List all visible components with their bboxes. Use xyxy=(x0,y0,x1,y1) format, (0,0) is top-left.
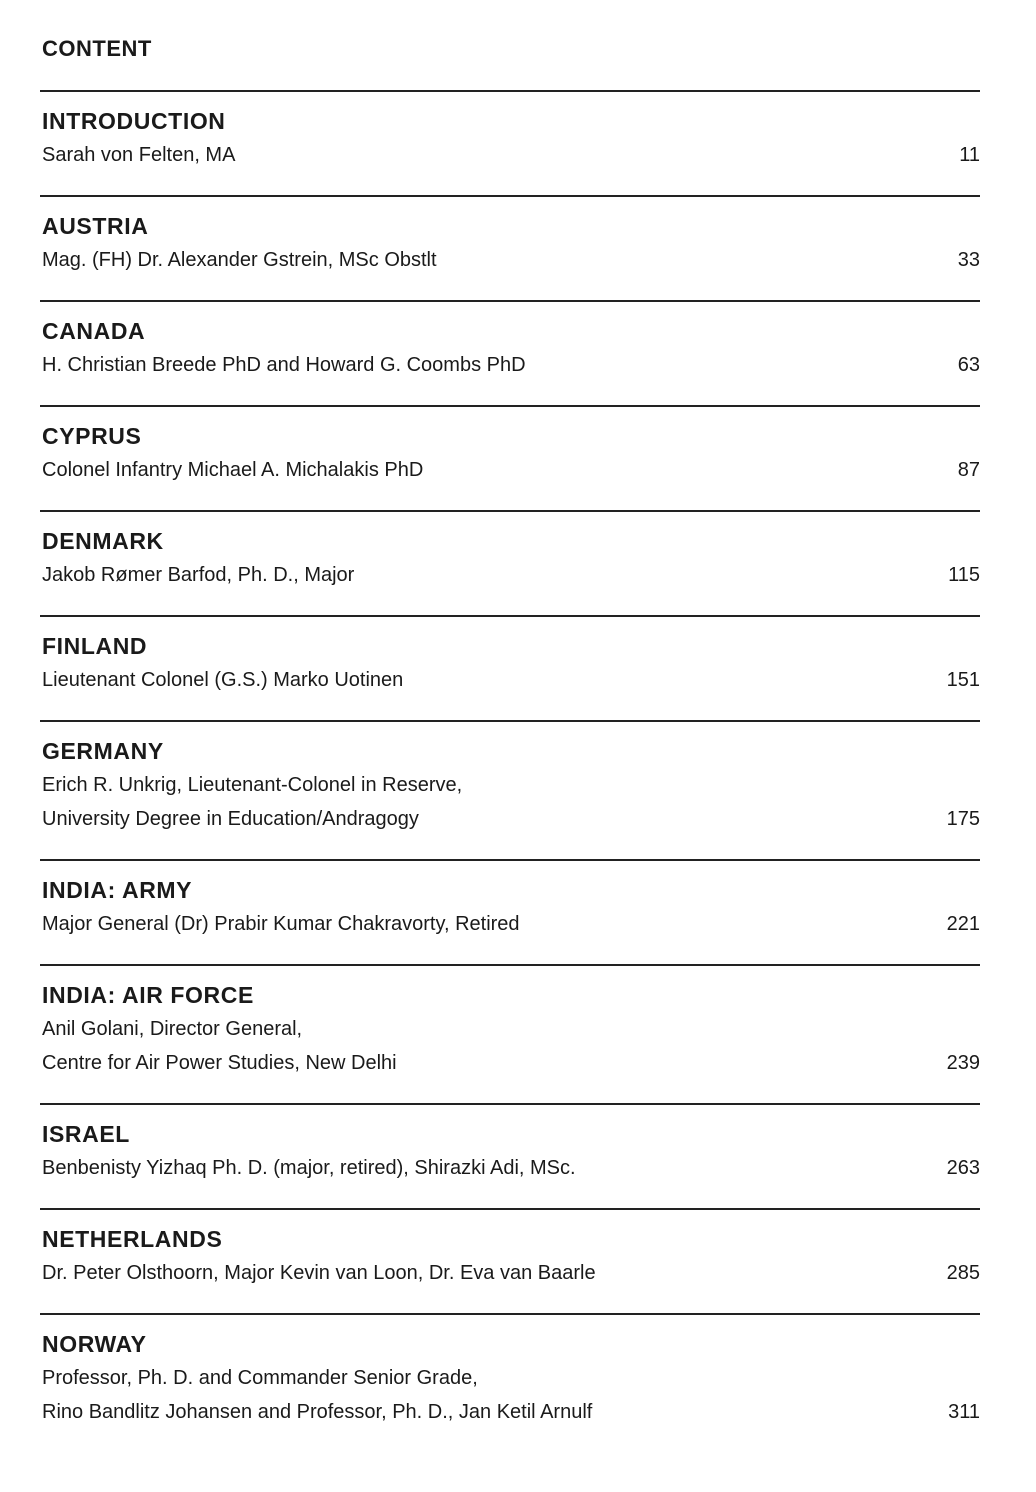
entry-authors: Major General (Dr) Prabir Kumar Chakravorty, Retired xyxy=(42,913,520,935)
entry-authors: Dr. Peter Olsthoorn, Major Kevin van Loon, Dr. Eva van Baarle xyxy=(42,1262,596,1284)
entry-page-number: 11 xyxy=(959,144,980,166)
entry-heading: CYPRUS xyxy=(42,423,142,449)
entry-authors-line-1: Anil Golani, Director General, xyxy=(42,1018,303,1040)
entry-authors: Sarah von Felten, MA xyxy=(42,144,236,166)
entry-page-number: 263 xyxy=(946,1157,980,1179)
entry-page-number: 285 xyxy=(946,1262,980,1284)
toc-entry-india-air-force xyxy=(40,964,980,1103)
entry-heading: NORWAY xyxy=(42,1331,147,1357)
toc-entry-germany xyxy=(40,720,980,859)
entry-page-number: 175 xyxy=(946,808,980,830)
toc-entry-denmark xyxy=(40,510,980,615)
entry-authors: H. Christian Breede PhD and Howard G. Coombs PhD xyxy=(42,354,526,376)
toc-entry-finland xyxy=(40,615,980,720)
entry-heading: AUSTRIA xyxy=(42,213,149,239)
entry-page-number: 239 xyxy=(946,1052,980,1074)
entry-heading: DENMARK xyxy=(42,528,164,554)
entry-heading: CANADA xyxy=(42,318,146,344)
entry-authors-line-2: Centre for Air Power Studies, New Delhi xyxy=(42,1052,397,1074)
entry-page-number: 115 xyxy=(948,564,980,586)
toc-entry-canada xyxy=(40,300,980,405)
toc-entry-israel xyxy=(40,1103,980,1208)
entry-authors: Jakob Rømer Barfod, Ph. D., Major xyxy=(42,564,355,586)
entry-authors-line-1: Erich R. Unkrig, Lieutenant-Colonel in Reserve, xyxy=(42,774,463,796)
toc-entry-cyprus xyxy=(40,405,980,510)
toc-entry-norway xyxy=(40,1313,980,1452)
entry-heading: INTRODUCTION xyxy=(42,108,226,134)
entry-heading: NETHERLANDS xyxy=(42,1226,223,1252)
entry-page-number: 63 xyxy=(957,354,980,376)
entry-authors-line-2: Rino Bandlitz Johansen and Professor, Ph. D., Jan Ketil Arnulf xyxy=(42,1401,593,1423)
entry-heading: ISRAEL xyxy=(42,1121,130,1147)
entry-page-number: 311 xyxy=(948,1401,980,1423)
entry-authors: Mag. (FH) Dr. Alexander Gstrein, MSc Obstlt xyxy=(42,249,437,271)
toc-entry-india-army xyxy=(40,859,980,964)
toc-entry-introduction xyxy=(40,90,980,195)
entry-authors: Lieutenant Colonel (G.S.) Marko Uotinen xyxy=(42,669,404,691)
entry-page-number: 33 xyxy=(957,249,980,271)
entry-heading: INDIA: ARMY xyxy=(42,877,193,903)
entry-heading: INDIA: AIR FORCE xyxy=(42,982,254,1008)
toc-entry-netherlands xyxy=(40,1208,980,1313)
entry-page-number: 151 xyxy=(946,669,980,691)
entry-page-number: 87 xyxy=(957,459,980,481)
entry-authors: Benbenisty Yizhaq Ph. D. (major, retired), Shirazki Adi, MSc. xyxy=(42,1157,576,1179)
toc-entry-austria xyxy=(40,195,980,300)
entry-authors-line-2: University Degree in Education/Andragogy xyxy=(42,808,419,830)
entry-authors: Colonel Infantry Michael A. Michalakis PhD xyxy=(42,459,424,481)
page-title: CONTENT xyxy=(42,36,152,61)
entry-heading: FINLAND xyxy=(42,633,148,659)
entry-authors-line-1: Professor, Ph. D. and Commander Senior Grade, xyxy=(42,1367,478,1389)
table-of-contents xyxy=(40,90,980,1452)
entry-heading: GERMANY xyxy=(42,738,164,764)
entry-page-number: 221 xyxy=(946,913,980,935)
